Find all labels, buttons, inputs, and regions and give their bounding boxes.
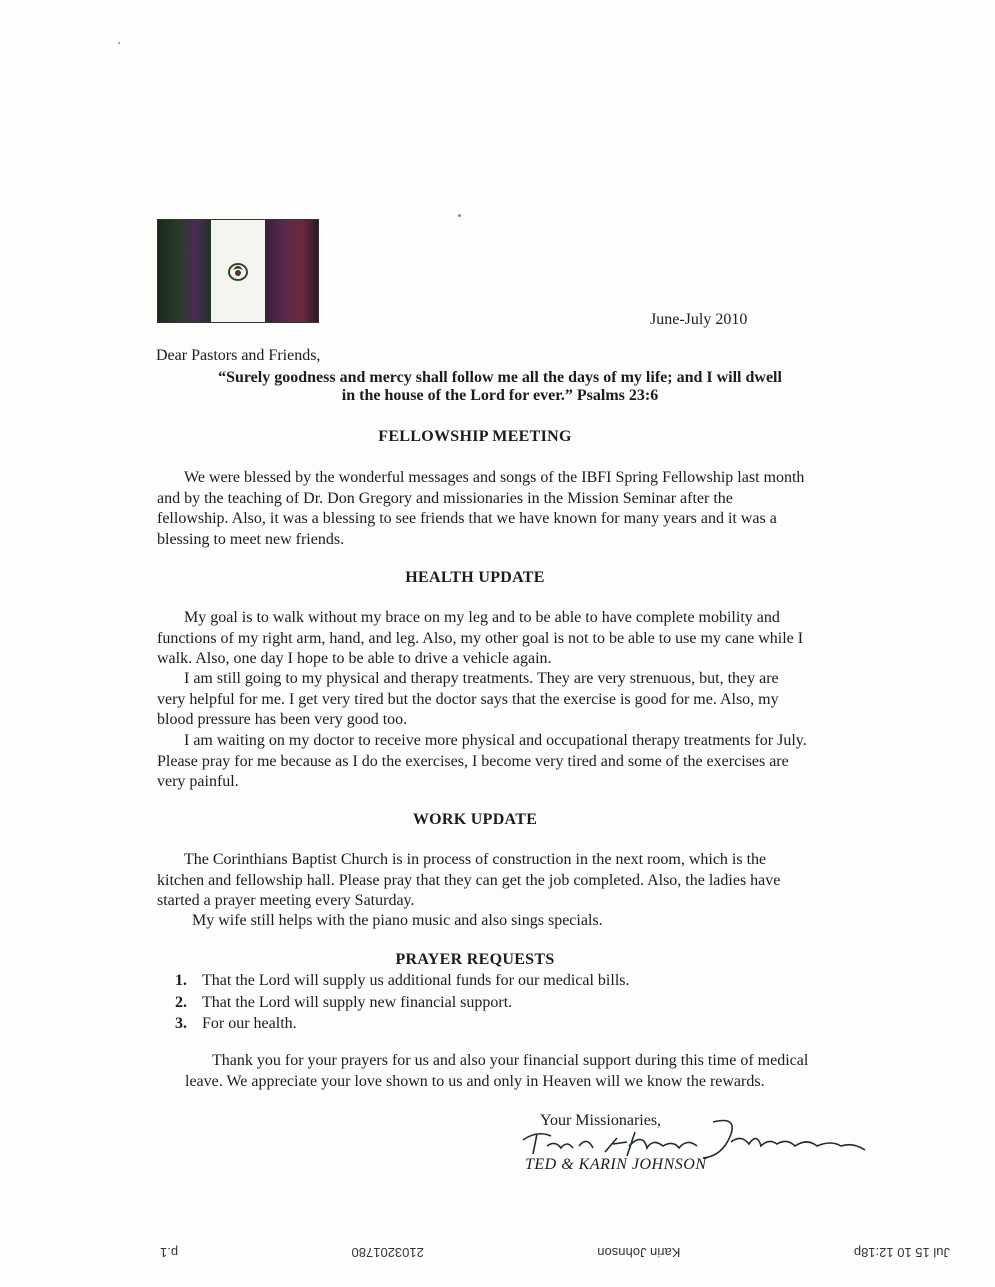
fellowship-paragraph: We were blessed by the wonderful messages and songs of the IBFI Spring Fellowship last month and by the teaching of Dr. Don Gregory and missionaries in the Mission Seminar after the fellowship. Also, it was a blessing to see friends that we have known for many years and it was a blessing to meet new friends. (157, 469, 805, 548)
thank-you-paragraph: Thank you for your prayers for us and also your financial support during this time of medical leave. We appreciate your love shown to us and only in Heaven will we know the rewards. (185, 1052, 809, 1090)
eagle-emblem-icon (225, 258, 251, 284)
closing-line: Your Missionaries, (540, 1112, 662, 1129)
work-paragraph-1: The Corinthians Baptist Church is in process of construction in the next room, which is the kitchen and fellowship hall. Please pray that they can get the job completed. Also, the ladies have started a prayer meeting every Saturday. (157, 851, 781, 909)
health-paragraph-1: My goal is to walk without my brace on my leg and to be able to have complete mobility and functions of my right arm, hand, and leg. Also, my other goal is not to be able to use my cane while I walk. Also, one day I hope to be able to drive a vehicle again. (157, 609, 804, 667)
mexico-flag-image (157, 219, 319, 323)
fax-page-number: p.1 (160, 1245, 179, 1260)
fax-number: 2103201780 (351, 1245, 424, 1260)
scripture-verse (150, 369, 850, 405)
printed-signature-name: TED & KARIN JOHNSON (525, 1156, 707, 1173)
fax-header-upside-down (160, 1240, 950, 1260)
list-item-number: 2. (175, 993, 187, 1011)
prayer-request-list (175, 970, 629, 1035)
flag-green-band (158, 220, 211, 322)
list-item (175, 1013, 629, 1035)
scan-speck (118, 42, 120, 44)
letter-date: June-July 2010 (650, 311, 748, 328)
heading-health-update: HEALTH UPDATE (405, 569, 545, 586)
verse-line-1: “Surely goodness and mercy shall follow me all the days of my life; and I will dwell (218, 369, 782, 386)
health-paragraph-2: I am still going to my physical and therapy treatments. They are very strenuous, but, they are very helpful for me. I get very tired but the doctor says that the exercise is good for me. Also, my blood pressure has been very good too. (157, 670, 779, 728)
verse-line-2: in the house of the Lord for ever.” Psalms 23:6 (341, 387, 659, 404)
list-item (175, 970, 629, 992)
list-item-text: That the Lord will supply us additional funds for our medical bills. (202, 972, 630, 989)
heading-prayer-requests: PRAYER REQUESTS (395, 951, 555, 968)
list-item-text: For our health. (202, 1015, 297, 1032)
salutation: Dear Pastors and Friends, (156, 347, 321, 364)
list-item (175, 992, 629, 1014)
handwritten-signature-image (517, 1112, 877, 1160)
fax-sender: Karin Johnson (597, 1245, 681, 1260)
heading-fellowship-meeting: FELLOWSHIP MEETING (378, 428, 572, 445)
fax-timestamp: Jul 15 10 12:18p (853, 1245, 950, 1260)
flag-red-band (265, 220, 318, 322)
health-paragraph-3: I am waiting on my doctor to receive more physical and occupational therapy treatments for July. Please pray for me because as I do the exercises, I become very tired and some of the exercises are very painful. (157, 732, 807, 790)
list-item-text: That the Lord will supply new financial support. (202, 993, 513, 1011)
heading-work-update: WORK UPDATE (412, 811, 538, 828)
scan-speck (458, 214, 461, 217)
list-item-number: 1. (175, 972, 187, 989)
work-paragraph-2: My wife still helps with the piano music and also sings specials. (192, 912, 603, 929)
list-item-number: 3. (175, 1015, 187, 1032)
flag-white-band (211, 220, 264, 322)
